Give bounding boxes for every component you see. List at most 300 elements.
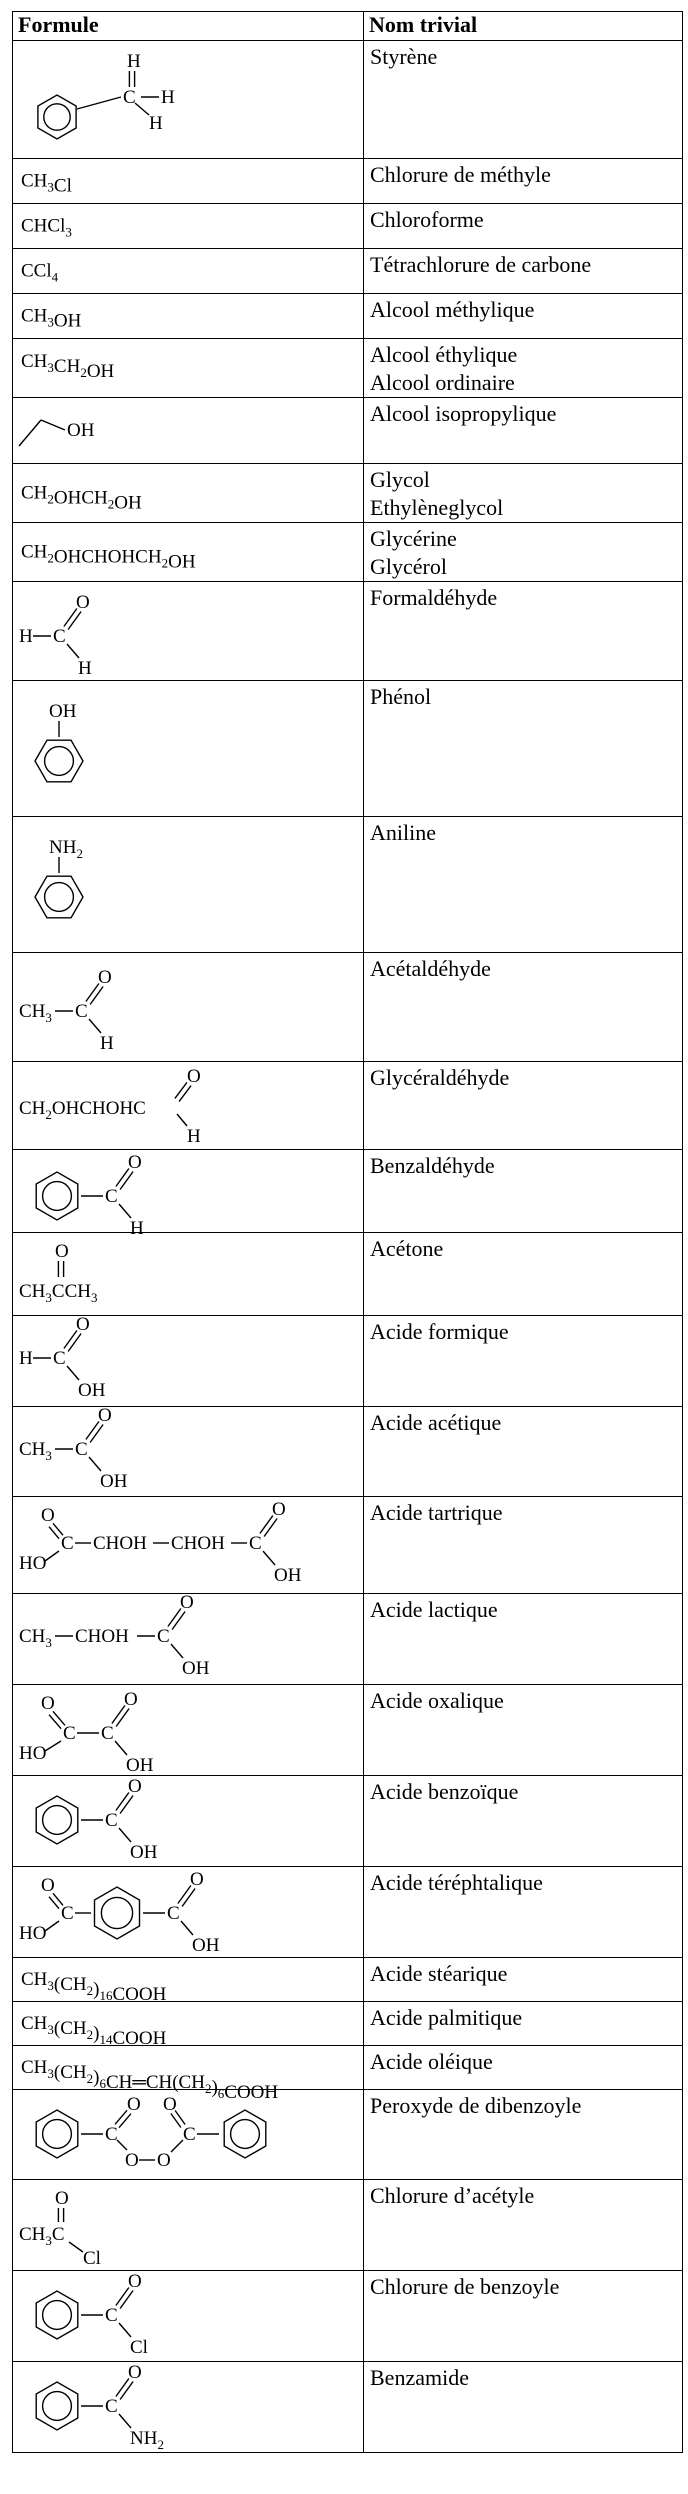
- bond-line: [89, 1457, 101, 1471]
- structural-formula: [13, 582, 364, 679]
- structural-formula: [13, 2002, 364, 2049]
- double-bond-line: [260, 1515, 273, 1533]
- table-row: [13, 1150, 683, 1233]
- methyl-label: $CH_3$: [19, 1626, 52, 1650]
- carbon-label: C: [75, 1001, 88, 1022]
- table-row: [13, 1776, 683, 1867]
- structural-formula: [13, 204, 364, 247]
- trivial-name: Benzaldéhyde: [370, 1153, 495, 1178]
- oxygen-label: O: [272, 1499, 286, 1520]
- double-bond-line: [116, 2378, 129, 2396]
- double-bond-line: [68, 1334, 81, 1352]
- formula-cell: [13, 523, 364, 582]
- trivial-name: Styrène: [370, 44, 438, 69]
- double-bond-line: [168, 1608, 181, 1626]
- substituent-label: OH: [126, 1755, 154, 1776]
- trivial-name: Acide lactique: [370, 1597, 498, 1622]
- double-bond-line: [182, 1889, 195, 1907]
- table-row: [13, 1685, 683, 1776]
- aromatic-circle: [43, 1182, 72, 1211]
- carbon-label: C: [167, 1903, 180, 1924]
- trivial-name: Formaldéhyde: [370, 585, 498, 610]
- formula-cell: [13, 464, 364, 523]
- bond-line: [67, 644, 79, 658]
- table-row: [13, 2271, 683, 2362]
- bond-line: [119, 1828, 131, 1842]
- formula-cell: [13, 1233, 364, 1316]
- double-bond-line: [86, 983, 99, 1001]
- trivial-name-cell: [364, 1776, 683, 1867]
- carbon-label: C: [61, 1903, 74, 1924]
- bond-line: [171, 2140, 183, 2152]
- structural-formula: [13, 2180, 364, 2269]
- carbon-label: C: [183, 2124, 196, 2145]
- trivial-name-cell: [364, 294, 683, 339]
- trivial-name-cell: [364, 2362, 683, 2453]
- trivial-name: Acide palmitique: [370, 2005, 523, 2030]
- condensed-formula: $CH_3(CH_2)_{16}COOH$: [21, 1969, 167, 2005]
- formula-cell: [13, 294, 364, 339]
- double-bond-line: [116, 2287, 129, 2305]
- structural-formula: [13, 339, 364, 383]
- double-bond-line: [175, 1082, 187, 1098]
- structural-formula: [13, 464, 364, 521]
- formula-cell: [13, 2180, 364, 2271]
- trivial-name-cell: [364, 159, 683, 204]
- bond-line: [119, 2323, 131, 2337]
- hydrogen-label: H: [149, 113, 163, 134]
- bond-line: [89, 1019, 101, 1033]
- carbon-label: C: [123, 87, 136, 108]
- table-row: [13, 2002, 683, 2046]
- structural-formula: [13, 953, 364, 1060]
- aromatic-circle: [43, 2301, 72, 2330]
- formula-cell: [13, 2271, 364, 2362]
- trivial-name: Acide benzoïque: [370, 1779, 519, 1804]
- trivial-name-cell: [364, 2046, 683, 2090]
- oxygen-label: O: [41, 1875, 55, 1896]
- condensed-formula: $CH_3(CH_2)_6CH═CH(CH_2)_6COOH$: [21, 2057, 279, 2103]
- trivial-name: Glycérol: [370, 554, 447, 579]
- bond-line: [77, 97, 121, 109]
- trivial-name: Glycéraldéhyde: [370, 1065, 510, 1090]
- trivial-name: Alcool éthylique: [370, 342, 518, 367]
- trivial-name-cell: [364, 339, 683, 398]
- chlorine-label: Cl: [83, 2248, 101, 2269]
- table-row: [13, 1062, 683, 1150]
- double-bond-line: [120, 1796, 133, 1814]
- condensed-formula: $CH_3CH_2OH$: [21, 351, 115, 382]
- carbon-label: C: [75, 1439, 88, 1460]
- trivial-name-cell: [364, 817, 683, 953]
- trivial-name: Peroxyde de dibenzoyle: [370, 2093, 582, 2118]
- table-row: [13, 398, 683, 464]
- trivial-name: Acide oxalique: [370, 1688, 504, 1713]
- oxygen-label: O: [128, 2362, 142, 2383]
- trivial-name-cell: [364, 1497, 683, 1594]
- column-header-formula: Formule: [13, 12, 364, 41]
- methyl-label: $CH_3C$: [19, 2224, 65, 2248]
- substituent-label: OH: [78, 1380, 106, 1401]
- formula-cell: [13, 2046, 364, 2103]
- oxygen-label: O: [190, 1869, 204, 1890]
- trivial-name: Chlorure de méthyle: [370, 162, 551, 187]
- formula-cell: [13, 1776, 364, 1867]
- bond-line: [117, 2140, 127, 2150]
- formula-cell: [13, 2362, 364, 2453]
- bond-line: [119, 2414, 131, 2428]
- condensed-formula: $CH_3(CH_2)_{14}COOH$: [21, 2013, 167, 2049]
- table-row: [13, 817, 683, 953]
- structural-formula: [13, 681, 364, 815]
- carbon-label: C: [63, 1723, 76, 1744]
- trivial-name: Alcool isopropylique: [370, 401, 557, 426]
- trivial-name: Glycérine: [370, 526, 457, 551]
- bond-line: [69, 2242, 83, 2252]
- substituent-label: OH: [274, 1565, 302, 1586]
- formula-cell: [13, 1316, 364, 1407]
- oxygen-label: O: [163, 2094, 177, 2115]
- structural-formula: [13, 2271, 364, 2360]
- table-row: [13, 159, 683, 204]
- column-header-name: Nom trivial: [364, 12, 683, 41]
- formula-cell: [13, 1497, 364, 1594]
- substituent-label: OH: [130, 1842, 158, 1863]
- structural-formula: [13, 1685, 364, 1774]
- table-row: [13, 953, 683, 1062]
- table-row: [13, 1867, 683, 1958]
- formula-cell: [13, 1150, 364, 1239]
- double-bond-line: [116, 1168, 129, 1186]
- hydrogen-label: H: [127, 51, 141, 72]
- oxygen-label: O: [55, 1241, 69, 1262]
- formula-cell: [13, 1594, 364, 1685]
- hydrogen-label: H: [19, 626, 33, 647]
- trivial-name: Acide acétique: [370, 1410, 502, 1435]
- formula-cell: [13, 339, 364, 398]
- formula-cell: [13, 1407, 364, 1497]
- formula-main: $CH_3CCH_3$: [19, 1281, 98, 1305]
- carbon-label: C: [105, 1810, 118, 1831]
- formula-cell: [13, 1958, 364, 2005]
- double-bond-line: [86, 1421, 99, 1439]
- hydroxyl-label: OH: [49, 701, 77, 722]
- formula-cell: [13, 249, 364, 294]
- formula-cell: [13, 2002, 364, 2049]
- structural-formula: [13, 1958, 364, 2005]
- carbon-label: C: [105, 2124, 118, 2145]
- table-row: [13, 1233, 683, 1316]
- formula-cell: [13, 41, 364, 159]
- table-row: [13, 582, 683, 681]
- formula-cell: [13, 582, 364, 681]
- trivial-name-cell: [364, 1867, 683, 1958]
- aromatic-circle: [43, 2120, 72, 2149]
- trivial-name-cell: [364, 1316, 683, 1407]
- double-bond-line: [90, 1425, 103, 1443]
- table-row: [13, 2090, 683, 2180]
- formula-cell: [13, 204, 364, 249]
- trivial-name: Alcool ordinaire: [370, 370, 515, 395]
- oxygen-label: O: [76, 1314, 90, 1335]
- trivial-name: Ethylèneglycol: [370, 495, 504, 520]
- carbon-label: C: [53, 1348, 66, 1369]
- trivial-name-cell: [364, 953, 683, 1062]
- double-bond-line: [120, 2382, 133, 2400]
- table-header-row: [13, 12, 683, 41]
- bond-line: [263, 1551, 275, 1565]
- formula-cell: [13, 1867, 364, 1958]
- bond-line: [45, 1741, 61, 1751]
- bond-line: [45, 1921, 59, 1931]
- formula-cell: [13, 817, 364, 953]
- trivial-name: Chlorure de benzoyle: [370, 2274, 560, 2299]
- oxygen-label: O: [98, 967, 112, 988]
- formula-cell: [13, 2090, 364, 2180]
- condensed-formula: $CH_3Cl$: [21, 170, 72, 197]
- trivial-name-cell: [364, 2271, 683, 2362]
- table-row: [13, 464, 683, 523]
- double-bond-line: [112, 1705, 125, 1723]
- structural-formula: [13, 2090, 364, 2178]
- bond-line: [135, 103, 149, 115]
- table-row: [13, 204, 683, 249]
- trivial-name-cell: [364, 681, 683, 817]
- structural-formula: [13, 1233, 364, 1314]
- oxygen-label: O: [127, 2094, 141, 2115]
- table-row: [13, 2362, 683, 2453]
- trivial-name-cell: [364, 1958, 683, 2002]
- trivial-name: Alcool méthylique: [370, 297, 535, 322]
- bond-line: [67, 1366, 79, 1380]
- chain-label: CHOH: [171, 1533, 225, 1554]
- trivial-name-cell: [364, 249, 683, 294]
- substituent-label: OH: [182, 1658, 210, 1679]
- oxygen-label: O: [76, 592, 90, 613]
- double-bond-line: [64, 608, 77, 626]
- structural-formula: [13, 2046, 364, 2103]
- double-bond-line: [179, 1086, 191, 1102]
- formula-cell: [13, 1062, 364, 1150]
- trivial-name: Acide stéarique: [370, 1961, 508, 1986]
- condensed-formula: $CH_2OHCHOHCH_2OH$: [21, 541, 196, 573]
- carbon-label: C: [53, 626, 66, 647]
- structural-formula: [13, 1594, 364, 1683]
- structural-formula: [13, 159, 364, 202]
- oxygen-label: O: [41, 1505, 55, 1526]
- trivial-name: Glycol: [370, 467, 430, 492]
- trivial-name: Chloroforme: [370, 207, 484, 232]
- aromatic-circle: [43, 1806, 72, 1835]
- table-body: [13, 41, 683, 2453]
- methyl-label: $CH_3$: [19, 1439, 52, 1463]
- carbon-label: C: [105, 2396, 118, 2417]
- trivial-name: Tétrachlorure de carbone: [370, 252, 592, 277]
- double-bond-line: [90, 987, 103, 1005]
- double-bond-line: [178, 1885, 191, 1903]
- trivial-name: Acide téréphtalique: [370, 1870, 543, 1895]
- trivial-name: Chlorure d’acétyle: [370, 2183, 535, 2208]
- structural-formula: [13, 523, 364, 580]
- aromatic-circle: [43, 2392, 72, 2421]
- hydrogen-label: H: [161, 87, 175, 108]
- structural-formula: [13, 1497, 364, 1592]
- trivial-name-cell: [364, 1062, 683, 1150]
- substituent-label: H: [78, 658, 92, 679]
- bond-line: [19, 420, 41, 446]
- double-bond-line: [264, 1519, 277, 1537]
- substituent-label: H: [130, 1218, 144, 1239]
- carbon-label: C: [101, 1723, 114, 1744]
- formula-cell: [13, 159, 364, 204]
- bond-line: [41, 420, 65, 430]
- bond-line: [177, 1114, 187, 1126]
- bond-line: [171, 1644, 183, 1658]
- structural-formula: [13, 1150, 364, 1239]
- formula-cell: [13, 398, 364, 464]
- formula-cell: [13, 953, 364, 1062]
- trivial-name-cell: [364, 523, 683, 582]
- oxygen-label: O: [125, 2150, 139, 2171]
- table-row: [13, 294, 683, 339]
- oxygen-label: O: [55, 2188, 69, 2209]
- hydrogen-label: H: [187, 1126, 201, 1147]
- double-bond-line: [120, 1172, 133, 1190]
- trivial-name-cell: [364, 2090, 683, 2180]
- carbon-label: C: [61, 1533, 74, 1554]
- oxygen-label: O: [124, 1689, 138, 1710]
- oxygen-label: O: [128, 1152, 142, 1173]
- trivial-name-cell: [364, 1407, 683, 1497]
- table-row: [13, 249, 683, 294]
- double-bond-line: [49, 1715, 61, 1729]
- double-bond-line: [172, 1612, 185, 1630]
- condensed-formula: CCl$_4$: [21, 260, 59, 285]
- chain-label: CHOH: [75, 1626, 129, 1647]
- condensed-formula: $CH_2OHCH_2OH$: [21, 482, 142, 514]
- table-row: [13, 41, 683, 159]
- oxygen-label: O: [187, 1066, 201, 1087]
- table-row: [13, 1594, 683, 1685]
- formula-cell: [13, 1685, 364, 1776]
- trivial-name: Acétone: [370, 1236, 444, 1261]
- structural-formula: [13, 249, 364, 292]
- table-row: [13, 1497, 683, 1594]
- double-bond-line: [116, 1709, 129, 1727]
- trivial-name-cell: [364, 582, 683, 681]
- substituent-label: H: [100, 1033, 114, 1054]
- trivial-name-cell: [364, 1594, 683, 1685]
- trivial-name: Acide oléique: [370, 2049, 493, 2074]
- trivial-name-cell: [364, 1685, 683, 1776]
- oxygen-label: O: [98, 1405, 112, 1426]
- amine-label: $NH_2$: [49, 837, 83, 861]
- double-bond-line: [120, 2291, 133, 2309]
- trivial-name: Acide tartrique: [370, 1500, 503, 1525]
- formula-prefix: $CH_2OHCHOHC$: [19, 1098, 146, 1122]
- table-row: [13, 2046, 683, 2090]
- table-row: [13, 1407, 683, 1497]
- table-row: [13, 681, 683, 817]
- structural-formula: [13, 1407, 364, 1495]
- aromatic-circle: [231, 2120, 260, 2149]
- structural-formula: [13, 2362, 364, 2451]
- hydroxyl-label: HO: [19, 1553, 47, 1574]
- trivial-name: Acétaldéhyde: [370, 956, 491, 981]
- bond-line: [45, 1551, 59, 1561]
- oxygen-label: O: [41, 1693, 55, 1714]
- oxygen-label: O: [180, 1592, 194, 1613]
- substituent-label: $NH_2$: [130, 2428, 164, 2452]
- structural-formula: [13, 817, 364, 951]
- structural-formula: [13, 41, 364, 157]
- structural-formula: [13, 1776, 364, 1865]
- condensed-formula: $CH_3OH$: [21, 305, 82, 332]
- table-row: [13, 2180, 683, 2271]
- bond-line: [181, 1921, 193, 1935]
- double-bond-line: [116, 1792, 129, 1810]
- trivial-name-cell: [364, 1150, 683, 1233]
- double-bond-line: [64, 1330, 77, 1348]
- trivial-name: Phénol: [370, 684, 432, 709]
- bond-line: [119, 1204, 131, 1218]
- structural-formula: [13, 398, 364, 462]
- hydroxyl-label: HO: [19, 1743, 47, 1764]
- double-bond-line: [68, 612, 81, 630]
- oxygen-label: O: [157, 2150, 171, 2171]
- hydroxyl-label: HO: [19, 1923, 47, 1944]
- trivial-name-cell: [364, 464, 683, 523]
- trivial-name-cell: [364, 204, 683, 249]
- substituent-label: OH: [192, 1935, 220, 1956]
- table-row: [13, 339, 683, 398]
- oxygen-label: O: [128, 2271, 142, 2292]
- aromatic-circle: [101, 1897, 132, 1928]
- trivial-name: Aniline: [370, 820, 436, 845]
- hydrogen-label: H: [19, 1348, 33, 1369]
- structural-formula: [13, 1867, 364, 1956]
- substituent-label: OH: [100, 1471, 128, 1492]
- trivial-name-cell: [364, 398, 683, 464]
- carbon-label: C: [105, 1186, 118, 1207]
- table-row: [13, 1316, 683, 1407]
- table-row: [13, 523, 683, 582]
- double-bond-line: [119, 2114, 131, 2128]
- chain-label: CHOH: [93, 1533, 147, 1554]
- trivial-name-cell: [364, 2180, 683, 2271]
- condensed-formula: CHCl$_3$: [21, 215, 72, 240]
- compound-table: [12, 11, 683, 2453]
- aromatic-circle: [44, 104, 70, 130]
- substituent-label: Cl: [130, 2337, 148, 2358]
- aromatic-circle: [45, 883, 74, 912]
- trivial-name-cell: [364, 1233, 683, 1316]
- aromatic-circle: [45, 747, 74, 776]
- bond-line: [115, 1741, 127, 1755]
- structural-formula: [13, 1062, 364, 1148]
- trivial-name-cell: [364, 2002, 683, 2046]
- carbon-label: C: [105, 2305, 118, 2326]
- double-bond-line: [115, 2110, 127, 2124]
- structural-formula: [13, 1316, 364, 1405]
- carbon-label: C: [157, 1626, 170, 1647]
- hydroxyl-label: OH: [67, 420, 95, 441]
- trivial-name: Benzamide: [370, 2365, 469, 2390]
- formula-cell: [13, 681, 364, 817]
- table-row: [13, 1958, 683, 2002]
- oxygen-label: O: [128, 1776, 142, 1797]
- structural-formula: [13, 294, 364, 337]
